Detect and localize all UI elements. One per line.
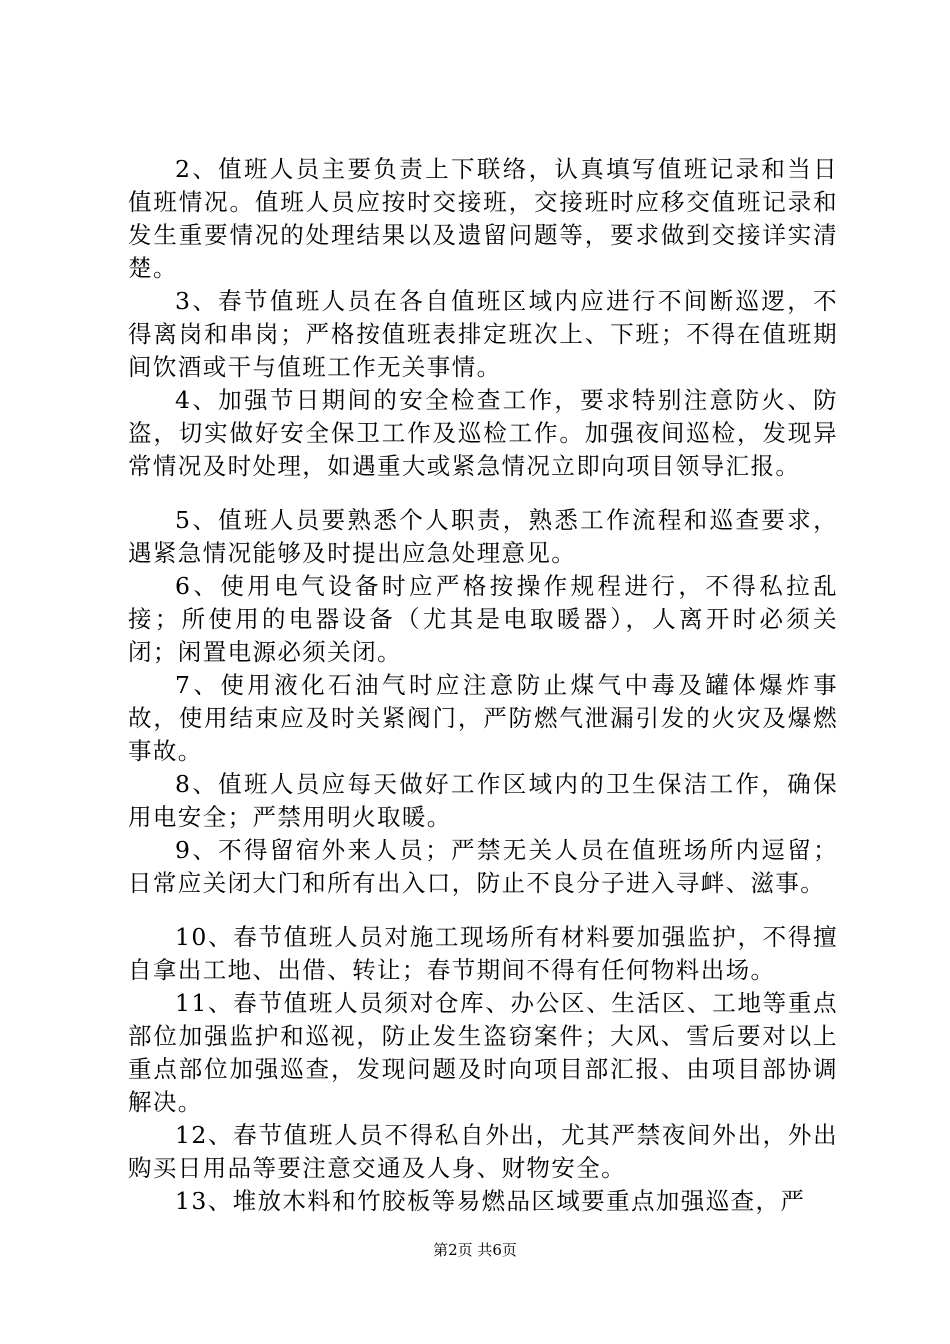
paragraph-3: 3、春节值班人员在各自值班区域内应进行不间断巡逻，不得离岗和串岗；严格按值班表排定班次上、下班；不得在值班期间饮酒或干与值班工作无关事情。 <box>128 287 838 381</box>
paragraph-7: 7、使用液化石油气时应注意防止煤气中毒及罐体爆炸事故，使用结束应及时关紧阀门，严防燃气泄漏引发的火灾及爆燃事故。 <box>128 671 838 765</box>
paragraph-2: 2、值班人员主要负责上下联络，认真填写值班记录和当日值班情况。值班人员应按时交接班，交接班时应移交值班记录和发生重要情况的处理结果以及遗留问题等，要求做到交接详实清楚。 <box>128 155 838 282</box>
paragraph-10: 10、春节值班人员对施工现场所有材料要加强监护，不得擅自拿出工地、出借、转让；春节期间不得有任何物料出场。 <box>128 923 838 984</box>
paragraph-5: 5、值班人员要熟悉个人职责，熟悉工作流程和巡查要求，遇紧急情况能够及时提出应急处理意见。 <box>128 506 838 567</box>
paragraph-6: 6、使用电气设备时应严格按操作规程进行，不得私拉乱接；所使用的电器设备（尤其是电取暖器），人离开时必须关闭；闲置电源必须关闭。 <box>128 572 838 666</box>
paragraph-8: 8、值班人员应每天做好工作区域内的卫生保洁工作，确保用电安全；严禁用明火取暖。 <box>128 770 838 831</box>
paragraph-12: 12、春节值班人员不得私自外出，尤其严禁夜间外出，外出购买日用品等要注意交通及人身、财物安全。 <box>128 1121 838 1182</box>
document-body <box>128 153 838 1218</box>
paragraph-4: 4、加强节日期间的安全检查工作，要求特别注意防火、防盗，切实做好安全保卫工作及巡检工作。加强夜间巡检，发现异常情况及时处理，如遇重大或紧急情况立即向项目领导汇报。 <box>128 386 838 480</box>
paragraph-11: 11、春节值班人员须对仓库、办公区、生活区、工地等重点部位加强监护和巡视，防止发生盗窃案件；大风、雪后要对以上重点部位加强巡查，发现问题及时向项目部汇报、由项目部协调解决。 <box>128 989 838 1116</box>
page-number-footer: 第2页 共6页 <box>433 1241 517 1259</box>
paragraph-13: 13、堆放木料和竹胶板等易燃品区域要重点加强巡查，严 <box>175 1187 806 1215</box>
paragraph-9: 9、不得留宿外来人员；严禁无关人员在值班场所内逗留；日常应关闭大门和所有出入口，防止不良分子进入寻衅、滋事。 <box>128 836 838 897</box>
